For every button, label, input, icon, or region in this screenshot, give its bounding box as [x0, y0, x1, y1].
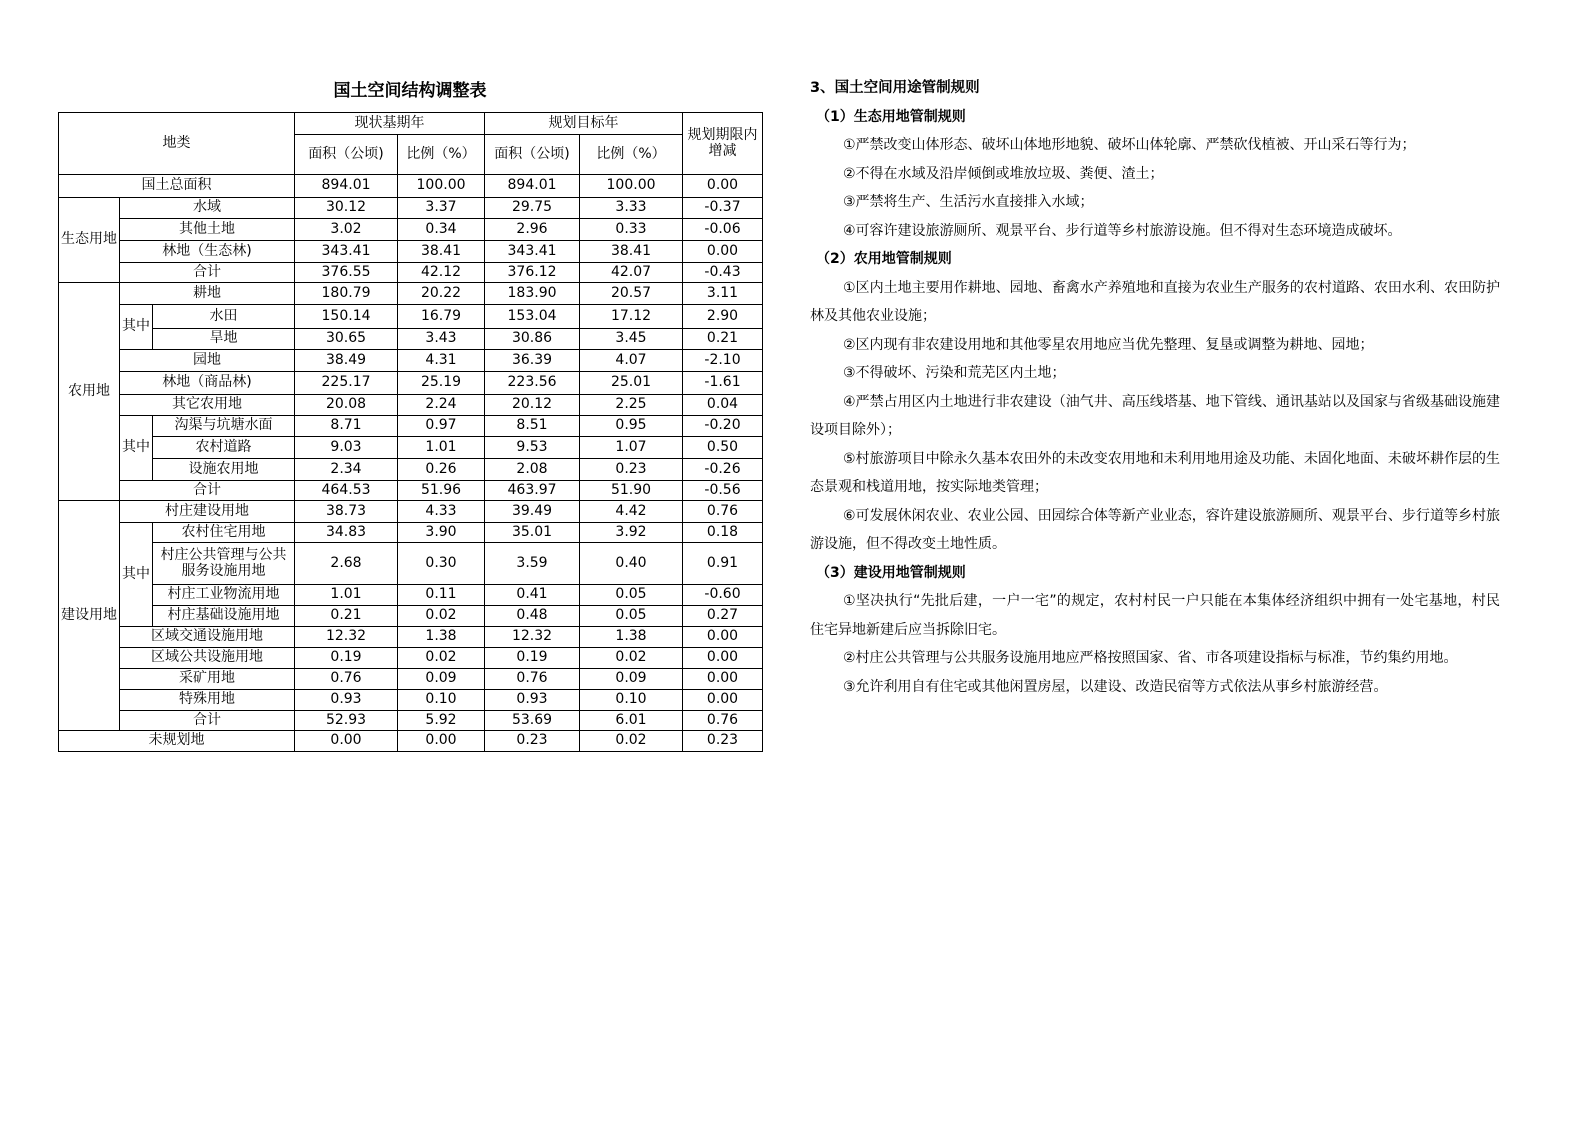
table-row [59, 372, 763, 395]
table-row [59, 459, 763, 481]
cell-ratio-base: 5.92 [398, 711, 485, 731]
cell-area-target: 2.96 [485, 219, 580, 241]
cell-ratio-target: 0.33 [580, 219, 683, 241]
row-label: 合计 [120, 481, 295, 501]
row-label: 其它农用地 [120, 395, 295, 416]
row-label: 区域公共设施用地 [120, 648, 295, 669]
rule-item: ①区内土地主要用作耕地、园地、畜禽水产养殖地和直接为农业生产服务的农村道路、农田水利、农田防护林及其他农业设施； [810, 279, 1500, 324]
cell-change: 2.90 [683, 305, 763, 329]
rule-item: ⑤村旅游项目中除永久基本农田外的未改变农用地和未利用地用途及功能、未固化地面、未破坏耕作层的生态景观和栈道用地，按实际地类管理； [810, 450, 1500, 495]
cell-ratio-base: 2.24 [398, 395, 485, 416]
cell-ratio-target: 3.33 [580, 198, 683, 219]
rule-item: ②区内现有非农建设用地和其他零星农用地应当优先整理、复垦或调整为耕地、园地； [843, 336, 1374, 353]
cell-ratio-base: 3.90 [398, 523, 485, 543]
cell-area-target: 223.56 [485, 372, 580, 395]
cell-area-base: 1.01 [295, 585, 398, 606]
cell-area-target: 376.12 [485, 263, 580, 283]
rules-title: 3、国土空间用途管制规则 [810, 80, 980, 96]
rules-panel [810, 74, 1500, 701]
table-row [59, 481, 763, 501]
cell-ratio-target: 1.38 [580, 627, 683, 648]
cell-area-base: 0.19 [295, 648, 398, 669]
cell-area-target: 39.49 [485, 501, 580, 523]
cell-ratio-target: 17.12 [580, 305, 683, 329]
row-label: 区域交通设施用地 [120, 627, 295, 648]
cell-area-base: 0.93 [295, 690, 398, 711]
row-label: 其他土地 [120, 219, 295, 241]
table-row [59, 241, 763, 263]
row-label: 国土总面积 [59, 175, 295, 198]
rule-item: ③不得破坏、污染和荒芜区内土地； [843, 365, 1066, 381]
cell-ratio-target: 0.05 [580, 585, 683, 606]
cell-change: -1.61 [683, 372, 763, 395]
cell-change: 0.00 [683, 690, 763, 711]
cell-area-base: 38.73 [295, 501, 398, 523]
cell-ratio-target: 0.02 [580, 731, 683, 752]
row-label: 水域 [120, 198, 295, 219]
table-row [59, 305, 763, 329]
cell-ratio-target: 0.23 [580, 459, 683, 481]
cell-ratio-target: 0.10 [580, 690, 683, 711]
cell-area-target: 0.76 [485, 669, 580, 690]
cell-change: 0.00 [683, 175, 763, 198]
table-row [59, 198, 763, 219]
cell-change: 0.18 [683, 523, 763, 543]
cell-change: 0.76 [683, 501, 763, 523]
row-label: 农村住宅用地 [153, 523, 295, 543]
cell-ratio-base: 0.34 [398, 219, 485, 241]
cell-ratio-base: 0.11 [398, 585, 485, 606]
row-label: 林地（生态林) [120, 241, 295, 263]
cell-area-base: 8.71 [295, 416, 398, 437]
cell-area-base: 12.32 [295, 627, 398, 648]
cell-area-base: 343.41 [295, 241, 398, 263]
table-row [59, 627, 763, 648]
cell-ratio-target: 3.92 [580, 523, 683, 543]
table-row [59, 416, 763, 437]
table-row [59, 175, 763, 198]
cell-area-base: 20.08 [295, 395, 398, 416]
cell-ratio-base: 16.79 [398, 305, 485, 329]
cell-area-target: 0.19 [485, 648, 580, 669]
cell-ratio-target: 38.41 [580, 241, 683, 263]
rule-item: ②村庄公共管理与公共服务设施用地应严格按照国家、省、市各项建设指标与标准，节约集约用地。 [843, 650, 1458, 666]
row-label: 林地（商品林) [120, 372, 295, 395]
row-label: 设施农用地 [153, 459, 295, 481]
cell-change: -0.06 [683, 219, 763, 241]
cell-ratio-base: 0.02 [398, 648, 485, 669]
table-row [59, 669, 763, 690]
row-label: 合计 [120, 263, 295, 283]
table-row [59, 690, 763, 711]
cell-change: 0.76 [683, 711, 763, 731]
group-label-eco: 生态用地 [59, 198, 120, 283]
cell-ratio-target: 0.02 [580, 648, 683, 669]
group-label-agri: 农用地 [59, 283, 120, 501]
cell-area-base: 894.01 [295, 175, 398, 198]
cell-ratio-target: 0.09 [580, 669, 683, 690]
cell-change: 0.04 [683, 395, 763, 416]
cell-change: 0.91 [683, 543, 763, 585]
table-row [59, 585, 763, 606]
cell-area-target: 9.53 [485, 437, 580, 459]
header-area-base: 面积（公顷) [295, 135, 398, 175]
header-ratio-target: 比例（%） [580, 135, 683, 175]
cell-change: 0.00 [683, 648, 763, 669]
cell-ratio-target: 4.42 [580, 501, 683, 523]
cell-ratio-target: 20.57 [580, 283, 683, 305]
rules-section-heading: （1）生态用地管制规则 [816, 108, 966, 125]
row-label: 特殊用地 [120, 690, 295, 711]
cell-area-target: 0.93 [485, 690, 580, 711]
cell-area-base: 0.76 [295, 669, 398, 690]
row-label: 合计 [120, 711, 295, 731]
cell-ratio-base: 0.30 [398, 543, 485, 585]
table-row [59, 731, 763, 752]
cell-change: -0.26 [683, 459, 763, 481]
sub-label-qizhong: 其中 [120, 416, 153, 481]
row-label: 采矿用地 [120, 669, 295, 690]
cell-ratio-base: 0.09 [398, 669, 485, 690]
cell-change: 0.21 [683, 329, 763, 350]
cell-area-base: 376.55 [295, 263, 398, 283]
cell-ratio-base: 0.26 [398, 459, 485, 481]
row-label: 村庄建设用地 [120, 501, 295, 523]
cell-change: -0.56 [683, 481, 763, 501]
cell-area-target: 35.01 [485, 523, 580, 543]
cell-area-base: 0.21 [295, 606, 398, 627]
table-row [59, 329, 763, 350]
cell-ratio-base: 4.33 [398, 501, 485, 523]
rule-item: ①严禁改变山体形态、破坏山体地形地貌、破坏山体轮廓、严禁砍伐植被、开山采石等行为； [843, 137, 1416, 153]
cell-ratio-base: 0.00 [398, 731, 485, 752]
cell-ratio-target: 100.00 [580, 175, 683, 198]
cell-change: -0.20 [683, 416, 763, 437]
rule-item: ①坚决执行“先批后建，一户一宅”的规定，农村村民一户只能在本集体经济组织中拥有一处宅基地，村民住宅异地新建后应当拆除旧宅。 [810, 593, 1500, 638]
cell-area-target: 343.41 [485, 241, 580, 263]
cell-ratio-base: 4.31 [398, 350, 485, 372]
cell-area-target: 53.69 [485, 711, 580, 731]
table-row [59, 543, 763, 585]
rule-item: ④严禁占用区内土地进行非农建设（油气井、高压线塔基、地下管线、通讯基站以及国家与省级基础设施建设项目除外）； [810, 393, 1500, 438]
cell-area-base: 30.65 [295, 329, 398, 350]
row-label: 村庄公共管理与公共服务设施用地 [153, 543, 295, 585]
cell-area-target: 8.51 [485, 416, 580, 437]
table-row [59, 606, 763, 627]
cell-area-target: 463.97 [485, 481, 580, 501]
cell-area-base: 225.17 [295, 372, 398, 395]
table-row [59, 395, 763, 416]
header-ratio-base: 比例（%） [398, 135, 485, 175]
cell-area-base: 52.93 [295, 711, 398, 731]
header-area-target: 面积（公顷) [485, 135, 580, 175]
rules-section-heading: （3）建设用地管制规则 [816, 564, 966, 581]
table-row [59, 350, 763, 372]
cell-area-target: 183.90 [485, 283, 580, 305]
table-row [59, 437, 763, 459]
cell-change: 0.50 [683, 437, 763, 459]
cell-ratio-base: 3.43 [398, 329, 485, 350]
cell-change: 0.00 [683, 241, 763, 263]
table-row [59, 501, 763, 523]
table-row [59, 523, 763, 543]
cell-area-base: 150.14 [295, 305, 398, 329]
cell-change: 0.00 [683, 627, 763, 648]
cell-change: 3.11 [683, 283, 763, 305]
cell-ratio-base: 3.37 [398, 198, 485, 219]
header-base-year: 现状基期年 [295, 113, 485, 135]
row-label: 耕地 [120, 283, 295, 305]
land-structure-table [58, 112, 763, 752]
cell-area-target: 12.32 [485, 627, 580, 648]
header-change: 规划期限内增减 [683, 113, 763, 175]
header-target-year: 规划目标年 [485, 113, 683, 135]
row-label: 农村道路 [153, 437, 295, 459]
cell-ratio-base: 20.22 [398, 283, 485, 305]
cell-ratio-target: 2.25 [580, 395, 683, 416]
rule-item: ④可容许建设旅游厕所、观景平台、步行道等乡村旅游设施。但不得对生态环境造成破坏。 [843, 222, 1402, 239]
cell-ratio-target: 6.01 [580, 711, 683, 731]
cell-ratio-target: 51.90 [580, 481, 683, 501]
cell-change: -0.37 [683, 198, 763, 219]
cell-ratio-target: 1.07 [580, 437, 683, 459]
cell-area-target: 30.86 [485, 329, 580, 350]
cell-area-base: 464.53 [295, 481, 398, 501]
cell-ratio-base: 25.19 [398, 372, 485, 395]
cell-ratio-base: 0.97 [398, 416, 485, 437]
cell-area-base: 38.49 [295, 350, 398, 372]
cell-ratio-target: 25.01 [580, 372, 683, 395]
rule-item: ②不得在水域及沿岸倾倒或堆放垃圾、粪便、渣土； [843, 165, 1164, 182]
cell-change: 0.27 [683, 606, 763, 627]
cell-ratio-base: 0.10 [398, 690, 485, 711]
cell-area-target: 2.08 [485, 459, 580, 481]
cell-area-target: 29.75 [485, 198, 580, 219]
cell-ratio-base: 51.96 [398, 481, 485, 501]
cell-ratio-base: 38.41 [398, 241, 485, 263]
cell-change: -2.10 [683, 350, 763, 372]
cell-area-base: 9.03 [295, 437, 398, 459]
row-label: 村庄基础设施用地 [153, 606, 295, 627]
rules-section-heading: （2）农用地管制规则 [816, 251, 952, 267]
cell-change: 0.00 [683, 669, 763, 690]
cell-area-base: 3.02 [295, 219, 398, 241]
cell-area-target: 153.04 [485, 305, 580, 329]
cell-area-base: 34.83 [295, 523, 398, 543]
group-label-build: 建设用地 [59, 501, 120, 731]
cell-area-base: 30.12 [295, 198, 398, 219]
table-row [59, 711, 763, 731]
header-category: 地类 [59, 113, 295, 175]
cell-ratio-base: 1.38 [398, 627, 485, 648]
cell-ratio-base: 100.00 [398, 175, 485, 198]
rule-item: ③严禁将生产、生活污水直接排入水域； [843, 194, 1094, 210]
table-row [59, 263, 763, 283]
cell-area-target: 20.12 [485, 395, 580, 416]
row-label: 沟渠与坑塘水面 [153, 416, 295, 437]
table-row [59, 283, 763, 305]
cell-change: -0.60 [683, 585, 763, 606]
rule-item: ⑥可发展休闲农业、农业公园、田园综合体等新产业业态，容许建设旅游厕所、观景平台、步行道等乡村旅游设施，但不得改变土地性质。 [810, 507, 1500, 552]
row-label: 旱地 [153, 329, 295, 350]
row-label: 村庄工业物流用地 [153, 585, 295, 606]
cell-ratio-base: 0.02 [398, 606, 485, 627]
sub-label-qizhong: 其中 [120, 523, 153, 627]
cell-area-base: 0.00 [295, 731, 398, 752]
cell-area-target: 36.39 [485, 350, 580, 372]
cell-area-target: 3.59 [485, 543, 580, 585]
cell-area-base: 180.79 [295, 283, 398, 305]
cell-ratio-target: 0.05 [580, 606, 683, 627]
cell-ratio-target: 0.95 [580, 416, 683, 437]
cell-ratio-base: 1.01 [398, 437, 485, 459]
cell-area-target: 0.23 [485, 731, 580, 752]
cell-area-base: 2.68 [295, 543, 398, 585]
cell-ratio-target: 4.07 [580, 350, 683, 372]
table-row [59, 648, 763, 669]
cell-change: -0.43 [683, 263, 763, 283]
sub-label-qizhong: 其中 [120, 305, 153, 350]
cell-ratio-target: 42.07 [580, 263, 683, 283]
cell-area-target: 0.48 [485, 606, 580, 627]
cell-area-target: 894.01 [485, 175, 580, 198]
cell-ratio-target: 0.40 [580, 543, 683, 585]
row-label: 未规划地 [59, 731, 295, 752]
cell-ratio-base: 42.12 [398, 263, 485, 283]
cell-ratio-target: 3.45 [580, 329, 683, 350]
rule-item: ③允许利用自有住宅或其他闲置房屋，以建设、改造民宿等方式依法从事乡村旅游经营。 [843, 678, 1388, 695]
row-label: 园地 [120, 350, 295, 372]
row-label: 水田 [153, 305, 295, 329]
cell-area-target: 0.41 [485, 585, 580, 606]
table-row [59, 219, 763, 241]
table-title: 国土空间结构调整表 [333, 81, 487, 101]
cell-change: 0.23 [683, 731, 763, 752]
cell-area-base: 2.34 [295, 459, 398, 481]
